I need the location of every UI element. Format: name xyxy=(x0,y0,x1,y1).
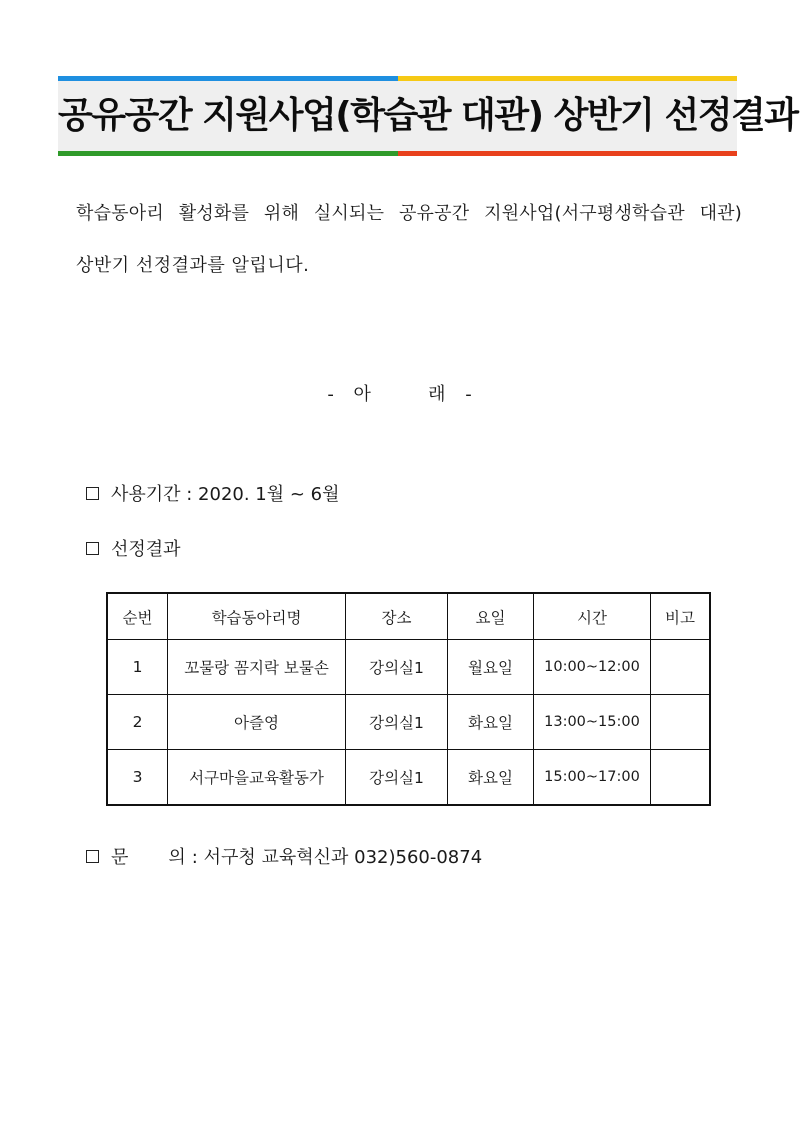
header-club-name: 학습동아리명 xyxy=(168,593,346,640)
table-row xyxy=(107,695,710,750)
cell-club-name: 아즐영 xyxy=(168,695,346,750)
selection-result-item xyxy=(86,535,181,561)
cell-place: 강의실1 xyxy=(346,750,448,806)
cell-no: 1 xyxy=(107,640,168,695)
header-place: 장소 xyxy=(346,593,448,640)
header-day: 요일 xyxy=(448,593,534,640)
checkbox-empty-icon xyxy=(86,542,99,555)
cell-note xyxy=(651,695,711,750)
contact-label-part2: 의 xyxy=(168,847,186,868)
notice-heading: - 아 래 - xyxy=(327,384,473,405)
cell-day: 화요일 xyxy=(448,750,534,806)
title-bar-bottom-green xyxy=(58,151,398,156)
table-row xyxy=(107,640,710,695)
cell-club-name: 서구마을교육활동가 xyxy=(168,750,346,806)
contact-item xyxy=(86,843,482,869)
cell-time: 13:00~15:00 xyxy=(534,695,651,750)
title-bar-top-yellow xyxy=(398,76,737,81)
table-header-row xyxy=(107,593,710,640)
page-title: 공유공간 지원사업(학습관 대관) 상반기 선정결과 xyxy=(58,95,798,136)
cell-place: 강의실1 xyxy=(346,640,448,695)
usage-period-item xyxy=(86,480,340,506)
header-note: 비고 xyxy=(651,593,711,640)
header-time: 시간 xyxy=(534,593,651,640)
cell-time: 10:00~12:00 xyxy=(534,640,651,695)
cell-day: 월요일 xyxy=(448,640,534,695)
cell-note xyxy=(651,750,711,806)
contact-value: : 서구청 교육혁신과 032)560-0874 xyxy=(191,847,483,868)
cell-time: 15:00~17:00 xyxy=(534,750,651,806)
cell-place: 강의실1 xyxy=(346,695,448,750)
title-bar-bottom-red xyxy=(398,151,737,156)
intro-line-2: 상반기 선정결과를 알립니다. xyxy=(76,255,310,276)
selection-results-table xyxy=(106,592,711,806)
title-bar-top-blue xyxy=(58,76,398,81)
cell-no: 2 xyxy=(107,695,168,750)
header-no: 순번 xyxy=(107,593,168,640)
cell-note xyxy=(651,640,711,695)
cell-club-name: 꼬물랑 꼼지락 보물손 xyxy=(168,640,346,695)
checkbox-empty-icon xyxy=(86,850,99,863)
title-banner xyxy=(58,76,798,156)
cell-day: 화요일 xyxy=(448,695,534,750)
cell-no: 3 xyxy=(107,750,168,806)
selection-result-label: 선정결과 xyxy=(111,539,181,560)
intro-line-1: 학습동아리 활성화를 위해 실시되는 공유공간 지원사업(서구평생학습관 대관) xyxy=(76,203,742,224)
contact-label-part1: 문 xyxy=(111,847,129,868)
checkbox-empty-icon xyxy=(86,487,99,500)
usage-period-text: 사용기간 : 2020. 1월 ~ 6월 xyxy=(111,484,340,505)
table-row xyxy=(107,750,710,806)
intro-paragraph xyxy=(76,188,742,292)
